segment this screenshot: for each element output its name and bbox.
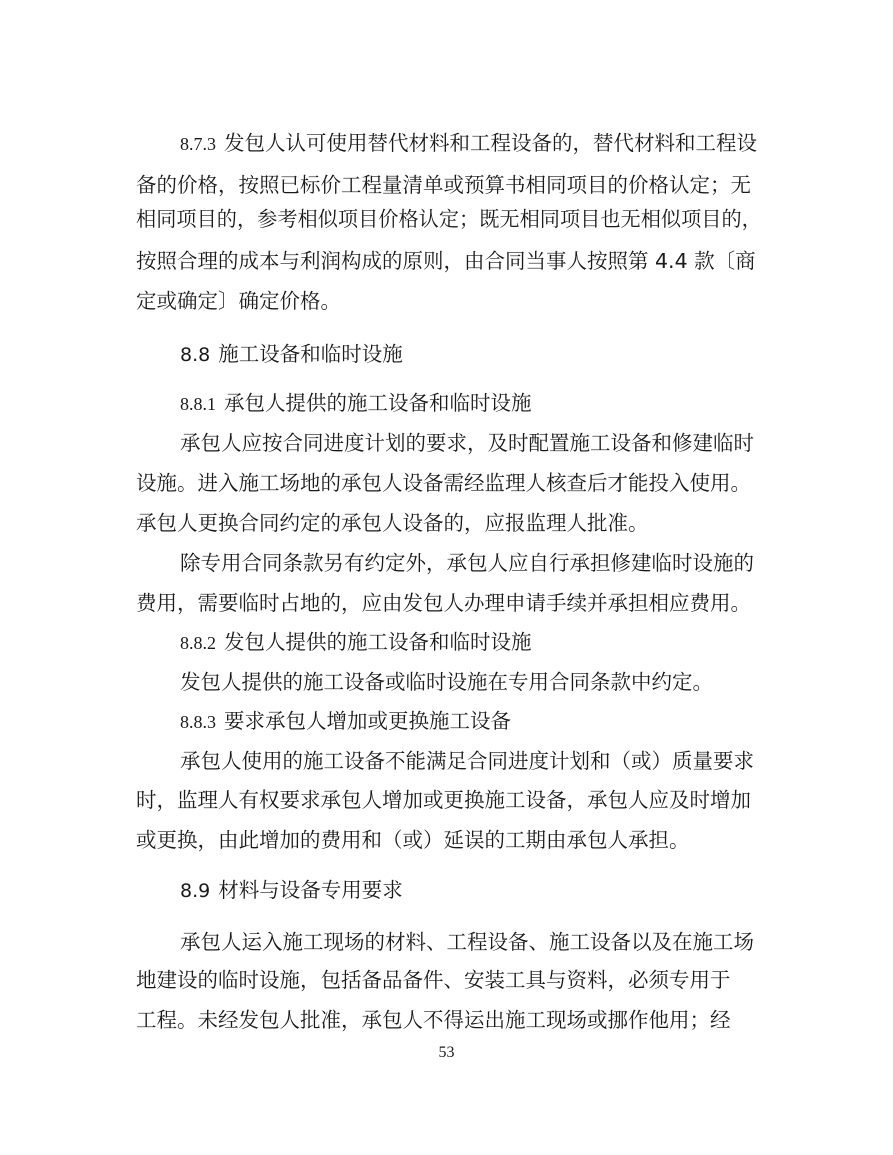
paragraph-line: [0, 962, 893, 998]
paragraph-line: [0, 505, 893, 541]
paragraph-line: [0, 743, 893, 779]
paragraph-line: [0, 585, 893, 621]
paragraph-text: 承包人运入施工现场的材料、工程设备、施工设备以及在施工场: [180, 930, 754, 954]
paragraph-line: [0, 243, 893, 279]
paragraph-text: 地建设的临时设施，包括备品备件、安装工具与资料，必须专用于: [136, 968, 731, 992]
paragraph-text: 承包人更换合同约定的承包人设备的，应报监理人批准。: [136, 511, 649, 535]
paragraph-line: [0, 1002, 893, 1038]
paragraph-text: 备的价格，按照已标价工程量清单或预算书相同项目的价格认定；无: [136, 173, 751, 197]
clause-number: 8.8.2: [180, 633, 216, 653]
paragraph-text: 承包人使用的施工设备不能满足合同进度计划和（或）质量要求: [180, 749, 754, 773]
paragraph-text: 按照合理的成本与利润构成的原则，由合同当事人按照第 4.4 款〔商: [136, 249, 756, 273]
section-title: 材料与设备专用要求: [218, 878, 403, 902]
paragraph-line: [0, 201, 893, 237]
paragraph-text: 设施。进入施工场地的承包人设备需经监理人核查后才能投入使用。: [136, 471, 751, 495]
clause-title: 承包人提供的施工设备和临时设施: [224, 391, 532, 415]
paragraph-line: [0, 465, 893, 501]
clause-8-7-3-line-1: [0, 125, 893, 161]
paragraph-text: 发包人提供的施工设备或临时设施在专用合同条款中约定。: [180, 670, 713, 694]
clause-title: 发包人提供的施工设备和临时设施: [224, 630, 532, 654]
page-number: 53: [438, 1044, 455, 1061]
section-number: 8.9: [180, 880, 211, 902]
paragraph-line: [0, 782, 893, 818]
clause-title: 要求承包人增加或更换施工设备: [224, 709, 511, 733]
paragraph-line: [0, 822, 893, 858]
paragraph-text: 承包人应按合同进度计划的要求，及时配置施工设备和修建临时: [180, 431, 754, 455]
clause-number: 8.7.3: [180, 134, 216, 154]
paragraph-line: [0, 167, 893, 203]
paragraph-text: 费用，需要临时占地的，应由发包人办理申请手续并承担相应费用。: [136, 591, 751, 615]
clause-8-8-1-heading: [0, 385, 893, 421]
paragraph-line: [0, 425, 893, 461]
paragraph-text: 定或确定〕确定价格。: [136, 289, 341, 313]
paragraph-line: [0, 545, 893, 581]
section-title: 施工设备和临时设施: [218, 342, 403, 366]
clause-number: 8.8.3: [180, 712, 216, 732]
paragraph-text: 时，监理人有权要求承包人增加或更换施工设备，承包人应及时增加: [136, 788, 751, 812]
paragraph-text: 相同项目的，参考相似项目价格认定；既无相同项目也无相似项目的，: [136, 207, 762, 231]
paragraph-text: 工程。未经发包人批准，承包人不得运出施工现场或挪作他用；经: [136, 1008, 731, 1032]
section-number: 8.8: [180, 344, 211, 366]
paragraph-text: 发包人认可使用替代材料和工程设备的，替代材料和工程设: [224, 131, 757, 155]
clause-8-8-2-heading: [0, 624, 893, 660]
clause-8-8-3-heading: [0, 703, 893, 739]
section-heading-8-9: [0, 872, 893, 908]
paragraph-line: [0, 283, 893, 319]
section-heading-8-8: [0, 336, 893, 372]
paragraph-text: 除专用合同条款另有约定外，承包人应自行承担修建临时设施的: [180, 551, 754, 575]
paragraph-line: [0, 664, 893, 700]
clause-number: 8.8.1: [180, 394, 216, 414]
paragraph-text: 或更换，由此增加的费用和（或）延误的工期由承包人承担。: [136, 828, 690, 852]
paragraph-line: [0, 924, 893, 960]
